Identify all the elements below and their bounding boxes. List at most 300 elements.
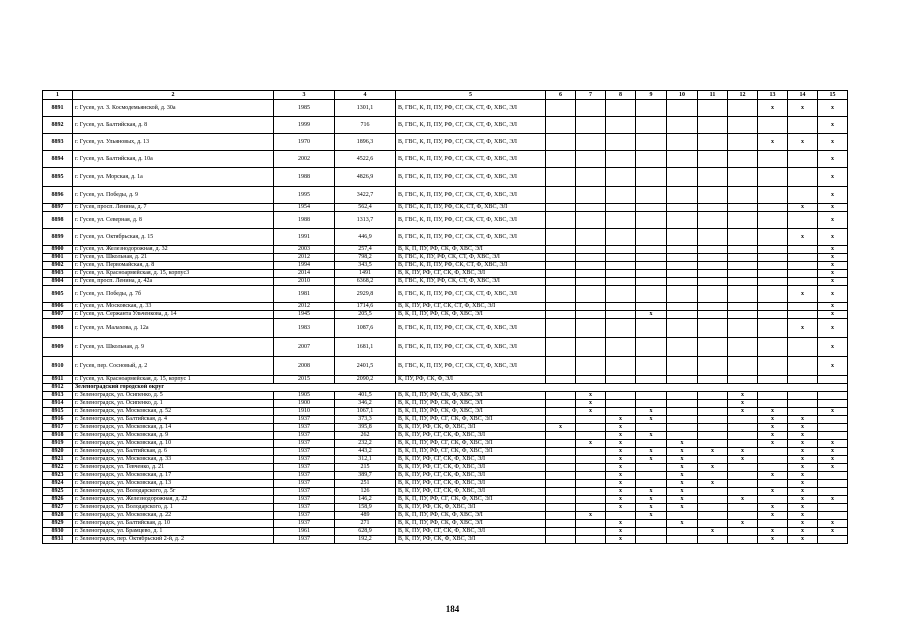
mark-cell-col-6 [546,448,576,456]
mark-cell-col-10 [667,100,698,117]
mark-cell-col-9 [636,262,667,270]
works-cell: В, ГВС, К, П, ПУ, РФ, СГ, СК, СТ, Ф, ХВС, ЭЛ [396,117,546,134]
mark-cell-col-11: х [698,448,728,456]
works-cell: В, ГВС, К, П, ПУ, РФ, СК, СТ, Ф, ХВС, ЭЛ [396,204,546,212]
mark-cell-col-12: х [728,408,758,416]
address-cell: г. Зеленоградск, ул. Московская, д. 9 [73,432,274,440]
mark-cell-col-15 [818,504,848,512]
mark-cell-col-8 [606,246,636,254]
mark-cell-col-13: х [758,432,788,440]
mark-cell-col-11 [698,204,728,212]
row-number: 8902 [43,262,73,270]
table-row [43,512,848,520]
mark-cell-col-7 [576,357,606,376]
mark-cell-col-14 [788,400,818,408]
mark-cell-col-12 [728,134,758,151]
column-header: 10 [667,91,698,100]
mark-cell-col-11 [698,392,728,400]
mark-cell-col-8: х [606,472,636,480]
address-cell: г. Гусев, ул. Балтийская, д. 10а [73,151,274,168]
mark-cell-col-12 [728,488,758,496]
mark-cell-col-14: х [788,100,818,117]
works-cell: В, ГВС, К, П, ПУ, РФ, СГ, СК, СТ, Ф, ХВС, ЭЛ [396,168,546,187]
year-cell: 1937 [274,480,335,488]
mark-cell-col-8: х [606,480,636,488]
row-number: 8915 [43,408,73,416]
mark-cell-col-9 [636,392,667,400]
mark-cell-col-14: х [788,134,818,151]
address-cell: г. Гусев, ул. Малахова, д. 12а [73,319,274,338]
address-cell: г. Зеленоградск, ул. Володарского, д. 5г [73,488,274,496]
area-cell: 2401,5 [335,357,396,376]
address-cell: г. Зеленоградск, ул. Московская, д. 22 [73,512,274,520]
year-cell: 1988 [274,212,335,229]
mark-cell-col-13: х [758,504,788,512]
mark-cell-col-14 [788,278,818,286]
year-cell: 2003 [274,246,335,254]
works-cell: В, К, П, ПУ, РФ, СГ, СК, Ф, ХВС, ЭЛ [396,440,546,448]
mark-cell-col-13: х [758,488,788,496]
works-cell: В, ГВС, К, П, ПУ, РФ, СГ, СК, СТ, Ф, ХВС, ЭЛ [396,134,546,151]
table-row [43,456,848,464]
mark-cell-col-10 [667,512,698,520]
year-cell: 1991 [274,229,335,246]
mark-cell-col-13: х [758,424,788,432]
mark-cell-col-10 [667,357,698,376]
mark-cell-col-7 [576,416,606,424]
year-cell: 1999 [274,117,335,134]
address-cell: г. Гусев, просп. Ленина, д. 42а [73,278,274,286]
mark-cell-col-9 [636,270,667,278]
mark-cell-col-10 [667,408,698,416]
works-cell: В, ГВС, К, П, ПУ, РФ, СГ, СК, СТ, Ф, ХВС, ЭЛ [396,187,546,204]
works-cell: В, К, ПУ, РФ, СГ, СК, Ф, ХВС, ЭЛ [396,432,546,440]
mark-cell-col-12 [728,117,758,134]
year-cell: 1937 [274,496,335,504]
mark-cell-col-12 [728,311,758,319]
area-cell: 2929,8 [335,286,396,303]
mark-cell-col-6 [546,472,576,480]
mark-cell-col-11 [698,117,728,134]
mark-cell-col-10 [667,400,698,408]
mark-cell-col-7 [576,246,606,254]
mark-cell-col-15: х [818,311,848,319]
mark-cell-col-9 [636,536,667,544]
mark-cell-col-12 [728,504,758,512]
mark-cell-col-9 [636,528,667,536]
mark-cell-col-11 [698,432,728,440]
mark-cell-col-8 [606,408,636,416]
mark-cell-col-9: х [636,456,667,464]
mark-cell-col-10: х [667,520,698,528]
area-cell: 158,9 [335,504,396,512]
table-row [43,416,848,424]
row-number: 8924 [43,480,73,488]
table-row [43,311,848,319]
mark-cell-col-6 [546,286,576,303]
mark-cell-col-15: х [818,134,848,151]
row-number: 8893 [43,134,73,151]
mark-cell-col-6 [546,376,576,384]
area-cell: 192,2 [335,536,396,544]
mark-cell-col-13 [758,480,788,488]
mark-cell-col-7 [576,303,606,311]
row-number: 8908 [43,319,73,338]
mark-cell-col-7 [576,151,606,168]
year-cell: 1937 [274,416,335,424]
address-cell: г. Гусев, ул. Красноармейская, д. 15, корпус3 [73,270,274,278]
page-number: 184 [445,604,460,614]
mark-cell-col-9 [636,168,667,187]
address-cell: г. Зеленоградск, ул. Балтийская, д. 6 [73,448,274,456]
area-cell: 628,9 [335,528,396,536]
year-cell: 1900 [274,400,335,408]
address-cell: г. Гусев, ул. Северная, д. 8 [73,212,274,229]
mark-cell-col-8: х [606,432,636,440]
mark-cell-col-11 [698,319,728,338]
mark-cell-col-8 [606,212,636,229]
area-cell: 1896,3 [335,134,396,151]
year-cell: 1937 [274,504,335,512]
area-cell: 4826,9 [335,168,396,187]
address-cell: г. Гусев, ул. Балтийская, д. 8 [73,117,274,134]
mark-cell-col-6 [546,168,576,187]
address-cell: г. Зеленоградск, ул. Володарского, д. 1 [73,504,274,512]
mark-cell-col-6 [546,357,576,376]
address-cell: г. Гусев, ул. Морская, д. 1а [73,168,274,187]
area-cell: 3422,7 [335,187,396,204]
mark-cell-col-15: х [818,187,848,204]
mark-cell-col-9 [636,100,667,117]
mark-cell-col-9 [636,151,667,168]
mark-cell-col-10 [667,168,698,187]
year-cell: 1937 [274,520,335,528]
works-cell: В, ГВС, К, П, ПУ, РФ, СГ, СК, СТ, Ф, ХВС, ЭЛ [396,338,546,357]
column-header: 9 [636,91,667,100]
works-cell: В, К, ПУ, РФ, СГ, СК, Ф, ХВС, ЭЛ [396,464,546,472]
mark-cell-col-6 [546,464,576,472]
mark-cell-col-11 [698,262,728,270]
area-cell: 1301,1 [335,100,396,117]
row-number: 8899 [43,229,73,246]
mark-cell-col-15: х [818,100,848,117]
mark-cell-col-13 [758,376,788,384]
mark-cell-col-12 [728,416,758,424]
column-header: 8 [606,91,636,100]
mark-cell-col-6 [546,432,576,440]
year-cell: 1937 [274,432,335,440]
mark-cell-col-13 [758,496,788,504]
mark-cell-col-10 [667,392,698,400]
mark-cell-col-15: х [818,151,848,168]
mark-cell-col-9 [636,212,667,229]
mark-cell-col-13 [758,204,788,212]
mark-cell-col-13 [758,262,788,270]
mark-cell-col-15: х [818,117,848,134]
mark-cell-col-6 [546,100,576,117]
section-title: Зеленоградский городской округ [73,384,848,392]
area-cell: 126 [335,488,396,496]
mark-cell-col-12: х [728,520,758,528]
mark-cell-col-11 [698,212,728,229]
area-cell: 798,2 [335,254,396,262]
mark-cell-col-7 [576,311,606,319]
mark-cell-col-15: х [818,229,848,246]
mark-cell-col-8: х [606,528,636,536]
mark-cell-col-6 [546,504,576,512]
table-row [43,488,848,496]
mark-cell-col-6 [546,246,576,254]
works-cell: В, К, ПУ, РФ, СК, Ф, ХВС, ЭЛ [396,504,546,512]
mark-cell-col-12 [728,536,758,544]
mark-cell-col-11 [698,187,728,204]
mark-cell-col-15: х [818,408,848,416]
mark-cell-col-15 [818,392,848,400]
mark-cell-col-9: х [636,408,667,416]
year-cell: 1995 [274,187,335,204]
mark-cell-col-6 [546,270,576,278]
address-cell: г. Зеленоградск, ул. Балтийская, д. 10 [73,520,274,528]
column-header: 1 [43,91,73,100]
mark-cell-col-14 [788,187,818,204]
column-header: 7 [576,91,606,100]
mark-cell-col-14: х [788,520,818,528]
mark-cell-col-13 [758,520,788,528]
mark-cell-col-14: х [788,480,818,488]
mark-cell-col-6 [546,278,576,286]
row-number: 8930 [43,528,73,536]
mark-cell-col-15: х [818,448,848,456]
year-cell: 2008 [274,357,335,376]
mark-cell-col-8 [606,376,636,384]
mark-cell-col-9 [636,246,667,254]
mark-cell-col-12 [728,512,758,520]
works-cell: В, К, П, ПУ, РФ, СГ, СК, Ф, ХВС, ЭЛ [396,416,546,424]
row-number: 8895 [43,168,73,187]
area-cell: 443,2 [335,448,396,456]
mark-cell-col-6 [546,151,576,168]
mark-cell-col-12 [728,303,758,311]
mark-cell-col-12 [728,187,758,204]
works-cell: В, ГВС, К, ПУ, РФ, СК, СТ, Ф, ХВС, ЭЛ [396,254,546,262]
table-row [43,338,848,357]
mark-cell-col-10 [667,528,698,536]
mark-cell-col-9 [636,464,667,472]
mark-cell-col-7 [576,262,606,270]
mark-cell-col-15 [818,424,848,432]
mark-cell-col-15: х [818,212,848,229]
row-number: 8928 [43,512,73,520]
mark-cell-col-14 [788,254,818,262]
mark-cell-col-13: х [758,440,788,448]
year-cell: 1905 [274,392,335,400]
works-cell: В, ГВС, К, П, ПУ, РФ, СГ, СК, СТ, Ф, ХВС, ЭЛ [396,357,546,376]
mark-cell-col-13 [758,319,788,338]
mark-cell-col-11 [698,134,728,151]
column-header: 14 [788,91,818,100]
area-cell: 146,2 [335,496,396,504]
mark-cell-col-14: х [788,504,818,512]
mark-cell-col-10: х [667,504,698,512]
mark-cell-col-14: х [788,424,818,432]
year-cell: 1945 [274,311,335,319]
mark-cell-col-14: х [788,488,818,496]
area-cell: 1714,6 [335,303,396,311]
mark-cell-col-9 [636,400,667,408]
works-cell: В, К, П, ПУ, РФ, СК, Ф, ХВС, ЭЛ [396,520,546,528]
mark-cell-col-11 [698,496,728,504]
mark-cell-col-6 [546,338,576,357]
year-cell: 2015 [274,376,335,384]
mark-cell-col-12 [728,229,758,246]
mark-cell-col-12 [728,212,758,229]
mark-cell-col-11 [698,416,728,424]
mark-cell-col-8 [606,311,636,319]
column-header: 4 [335,91,396,100]
mark-cell-col-10: х [667,464,698,472]
mark-cell-col-7 [576,496,606,504]
mark-cell-col-14 [788,376,818,384]
mark-cell-col-12: х [728,392,758,400]
mark-cell-col-11 [698,504,728,512]
row-number: 8922 [43,464,73,472]
mark-cell-col-12 [728,440,758,448]
table-row [43,472,848,480]
table-row [43,528,848,536]
column-header: 5 [396,91,546,100]
mark-cell-col-13 [758,254,788,262]
table-row [43,262,848,270]
mark-cell-col-14 [788,408,818,416]
mark-cell-col-10 [667,151,698,168]
mark-cell-col-12 [728,286,758,303]
mark-cell-col-14 [788,311,818,319]
mark-cell-col-10 [667,416,698,424]
mark-cell-col-10 [667,204,698,212]
mark-cell-col-12: х [728,400,758,408]
mark-cell-col-6 [546,408,576,416]
works-cell: В, ГВС, К, П, ПУ, РФ, СГ, СК, СТ, Ф, ХВС, ЭЛ [396,212,546,229]
mark-cell-col-15 [818,472,848,480]
mark-cell-col-13: х [758,134,788,151]
mark-cell-col-9 [636,229,667,246]
mark-cell-col-9: х [636,504,667,512]
mark-cell-col-11 [698,151,728,168]
works-cell: В, К, П, ПУ, РФ, СК, Ф, ХВС, ЭЛ [396,400,546,408]
mark-cell-col-11 [698,357,728,376]
table-row [43,520,848,528]
area-cell: 373,3 [335,416,396,424]
mark-cell-col-8 [606,392,636,400]
address-cell: г. Зеленоградск, ул. Московская, д. 10 [73,440,274,448]
mark-cell-col-11 [698,488,728,496]
mark-cell-col-7 [576,504,606,512]
mark-cell-col-8 [606,286,636,303]
mark-cell-col-6 [546,262,576,270]
mark-cell-col-7 [576,254,606,262]
address-cell: г. Гусев, ул. Школьная, д. 9 [73,338,274,357]
mark-cell-col-10 [667,424,698,432]
address-cell: г. Зеленоградск, ул. Тевченко, д. 21 [73,464,274,472]
mark-cell-col-12 [728,528,758,536]
mark-cell-col-10 [667,278,698,286]
mark-cell-col-8 [606,204,636,212]
mark-cell-col-11 [698,456,728,464]
mark-cell-col-9 [636,187,667,204]
mark-cell-col-7 [576,338,606,357]
mark-cell-col-7 [576,488,606,496]
row-number: 8894 [43,151,73,168]
mark-cell-col-14: х [788,472,818,480]
mark-cell-col-14 [788,357,818,376]
mark-cell-col-14 [788,303,818,311]
address-cell: г. Зеленоградск, ул. Московская, д. 52 [73,408,274,416]
mark-cell-col-12 [728,319,758,338]
mark-cell-col-6: х [546,424,576,432]
mark-cell-col-9 [636,480,667,488]
mark-cell-col-8 [606,270,636,278]
mark-cell-col-12 [728,424,758,432]
mark-cell-col-8: х [606,504,636,512]
mark-cell-col-9 [636,319,667,338]
mark-cell-col-8: х [606,416,636,424]
mark-cell-col-15 [818,536,848,544]
mark-cell-col-15: х [818,319,848,338]
mark-cell-col-13 [758,246,788,254]
mark-cell-col-14 [788,246,818,254]
table-row [43,204,848,212]
area-cell: 257,4 [335,246,396,254]
mark-cell-col-13 [758,229,788,246]
address-cell: г. Гусев, ул. Победы, д. 9 [73,187,274,204]
mark-cell-col-9 [636,134,667,151]
mark-cell-col-14: х [788,512,818,520]
mark-cell-col-14 [788,270,818,278]
works-cell: В, К, ПУ, РФ, СГ, СК, Ф, ХВС, ЭЛ [396,456,546,464]
mark-cell-col-7: х [576,440,606,448]
mark-cell-col-7: х [576,512,606,520]
row-number: 8914 [43,400,73,408]
mark-cell-col-15: х [818,520,848,528]
mark-cell-col-9 [636,117,667,134]
year-cell: 2012 [274,254,335,262]
row-number: 8923 [43,472,73,480]
mark-cell-col-10 [667,319,698,338]
address-cell: г. Зеленоградск, ул. Брамцево, д. 1 [73,528,274,536]
mark-cell-col-15: х [818,204,848,212]
works-cell: В, К, ПУ, РФ, СГ, СК, Ф, ХВС, ЭЛ [396,472,546,480]
mark-cell-col-12 [728,472,758,480]
mark-cell-col-13: х [758,536,788,544]
works-cell: В, К, ПУ, РФ, СК, Ф, ХВС, ЭЛ [396,424,546,432]
mark-cell-col-15: х [818,270,848,278]
mark-cell-col-7 [576,464,606,472]
works-cell: В, К, П, ПУ, РФ, СК, Ф, ХВС, ЭЛ [396,246,546,254]
mark-cell-col-10 [667,303,698,311]
row-number: 8910 [43,357,73,376]
mark-cell-col-7 [576,456,606,464]
row-number: 8909 [43,338,73,357]
mark-cell-col-8 [606,100,636,117]
mark-cell-col-13 [758,187,788,204]
row-number: 8926 [43,496,73,504]
section-row [43,384,848,392]
mark-cell-col-9: х [636,496,667,504]
mark-cell-col-6 [546,187,576,204]
mark-cell-col-15: х [818,262,848,270]
table-row [43,496,848,504]
works-cell: В, К, П, ПУ, РФ, СК, Ф, ХВС, ЭЛ [396,392,546,400]
